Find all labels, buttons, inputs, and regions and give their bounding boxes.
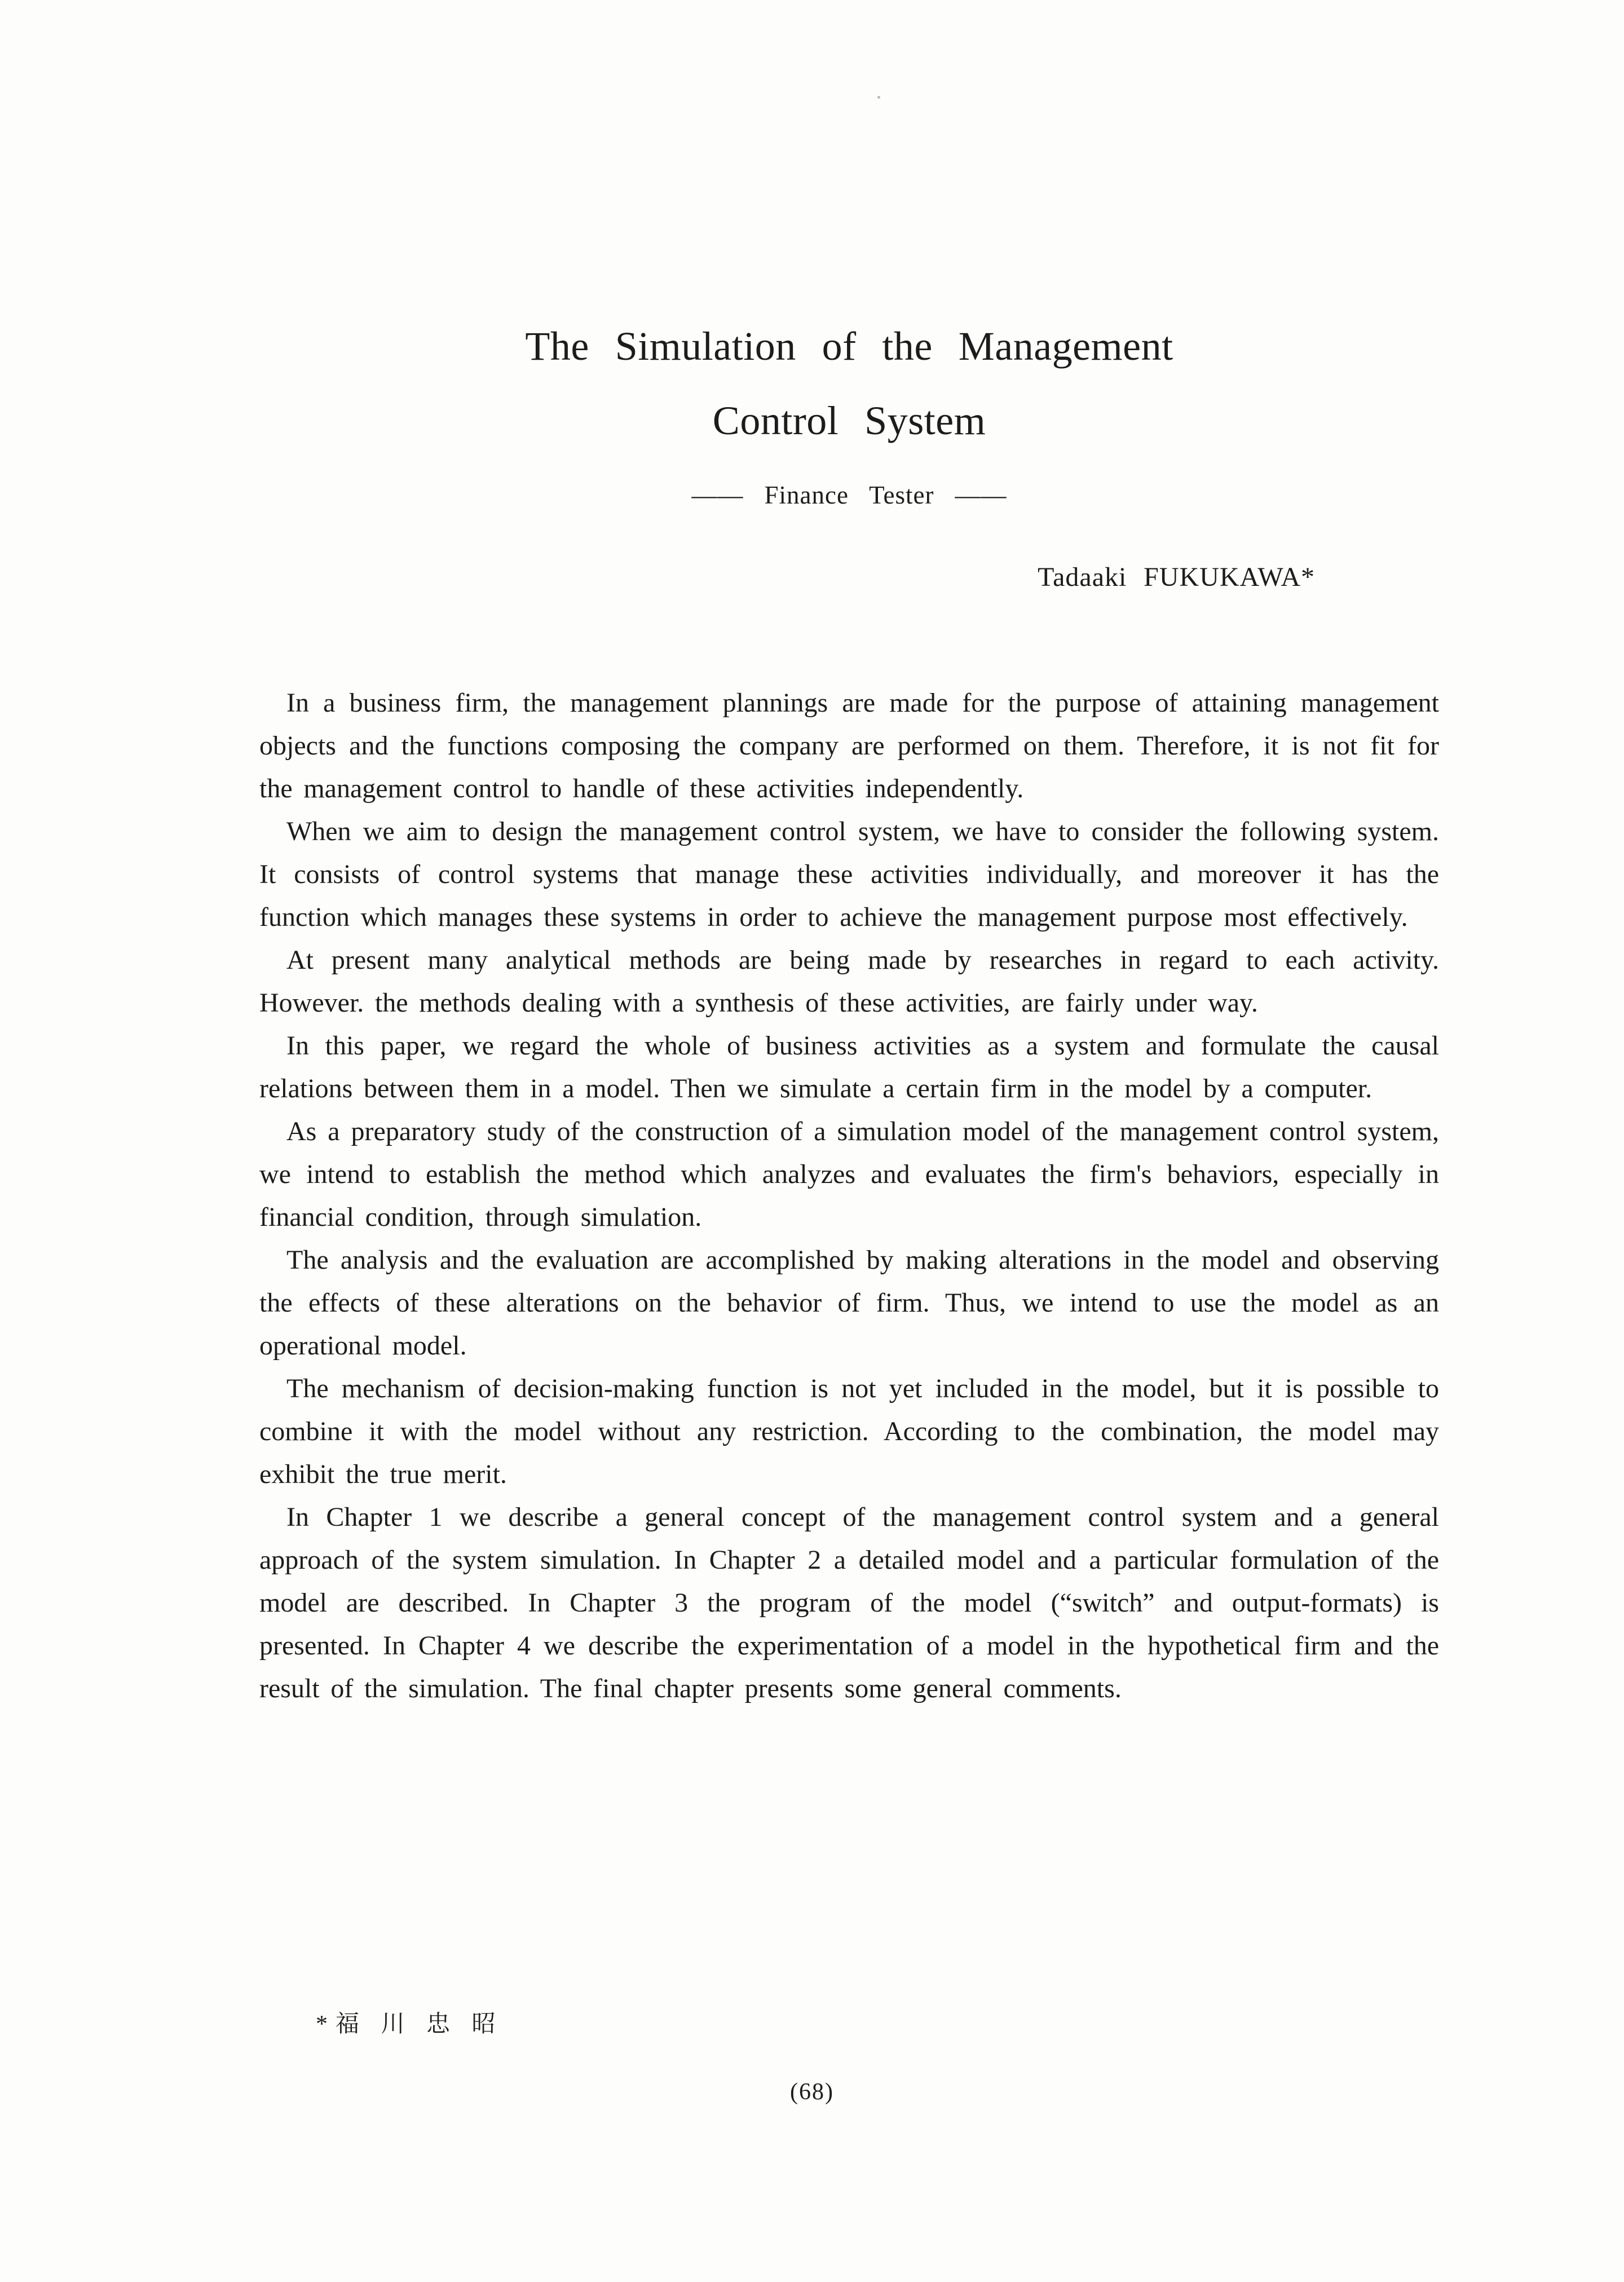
paragraph: As a preparatory study of the construction of a simulation model of the management control system, we intend to establish the method which analyzes and evaluates the firm's behaviors, especially in financial condition, through simulation. [259, 1116, 1439, 1232]
paragraph: At present many analytical methods are being made by researches in regard to each activity. However. the methods dealing with a synthesis of these activities, are fairly under way. [259, 945, 1439, 1018]
scan-artifact-speck [877, 96, 880, 99]
paragraph: In Chapter 1 we describe a general concept of the management control system and a general approach of the system simulation. In Chapter 2 a detailed model and a particular formulation of the model are described. In Chapter 3 the program of the model (“switch” and output-formats) is presented. In Chapter 4 we describe the experimentation of a model in the hypothetical firm and the result of the simulation. The final chapter presents some general comments. [259, 1502, 1439, 1703]
paper-title-line-1: The Simulation of the Management [525, 324, 1173, 369]
paper-subtitle: —— Finance Tester —— [691, 481, 1007, 509]
page-number: (68) [790, 2079, 834, 2105]
paragraph: The analysis and the evaluation are accomplished by making alterations in the model and observing the effects of these alterations on the behavior of firm. Thus, we intend to use the model as an operational model. [259, 1245, 1439, 1361]
author-footnote: *福 川 忠 昭 [316, 2011, 504, 2037]
page-content [259, 309, 1439, 1710]
paper-title-line-2: Control System [712, 398, 986, 443]
paper-body [259, 682, 1439, 1710]
author-name: Tadaaki FUKUKAWA* [1038, 562, 1315, 592]
paper-title [259, 309, 1439, 458]
paragraph: In this paper, we regard the whole of business activities as a system and formulate the causal relations between them in a model. Then we simulate a certain firm in the model by a computer. [259, 1031, 1439, 1104]
paragraph: When we aim to design the management control system, we have to consider the following system. It consists of control systems that manage these activities individually, and moreover it has the function which manages these systems in order to achieve the management purpose most effectively. [259, 816, 1439, 932]
paragraph: In a business firm, the management plannings are made for the purpose of attaining management objects and the functions composing the company are performed on them. Therefore, it is not fit for the management control to handle of these activities independently. [259, 688, 1439, 804]
paragraph: The mechanism of decision-making function is not yet included in the model, but it is possible to combine it with the model without any restriction. According to the combination, the model may exhibit the true merit. [259, 1374, 1439, 1489]
